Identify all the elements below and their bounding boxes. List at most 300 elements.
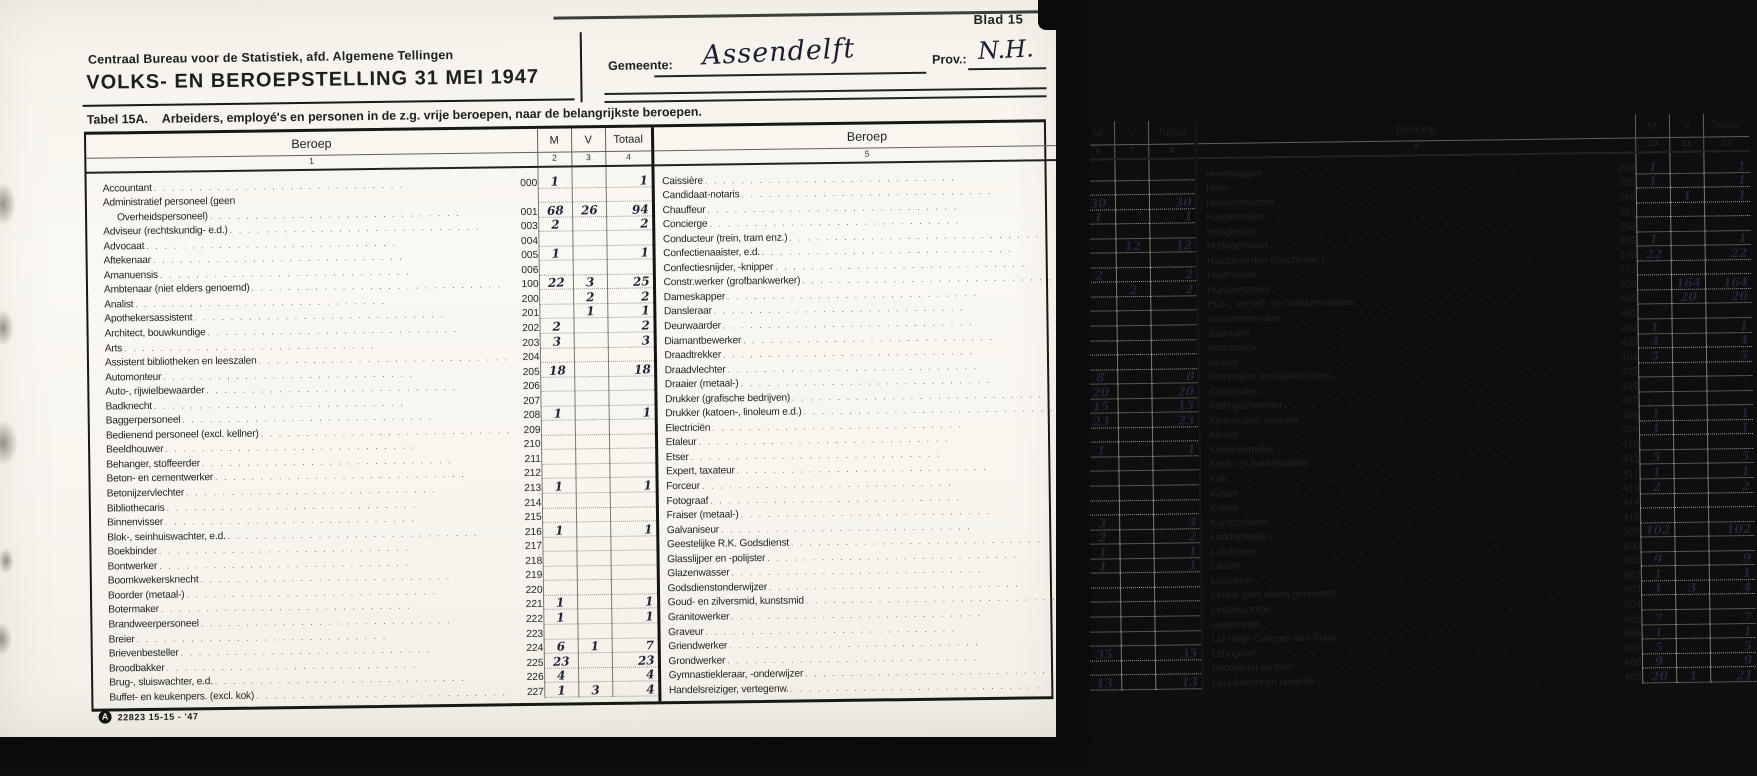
totaal-value-cell (1154, 558, 1200, 573)
v-value-cell (1674, 522, 1708, 537)
totaal-value-cell (1149, 194, 1195, 209)
totaal-value-cell (1706, 376, 1752, 391)
totaal-value-cell (1709, 580, 1755, 595)
m-value-cell (1636, 188, 1670, 203)
m-value-cell (541, 493, 575, 508)
beroep-code: 225 (516, 657, 543, 668)
totaal-value: 13 (1181, 677, 1198, 689)
m-value-cell (544, 668, 578, 683)
totaal-value-cell (1707, 434, 1753, 449)
column-header-v: V (1669, 114, 1703, 137)
m-value-cell (537, 173, 571, 188)
totaal-value: 23 (638, 655, 655, 667)
totaal-value: 4 (1740, 335, 1749, 346)
beroep-code: 404 (1611, 352, 1638, 363)
m-value-cell (542, 581, 576, 596)
totaal-value-cell (606, 201, 652, 216)
beroep-code: 406 (1611, 381, 1638, 392)
m-value: 6 (556, 641, 565, 652)
totaal-value-cell (1705, 289, 1751, 304)
m-value: 1 (1652, 467, 1661, 478)
header-rule-top (604, 87, 1046, 94)
beroep-label-text: Hoepelmaker (1206, 212, 1265, 224)
totaal-value-cell (1154, 602, 1200, 617)
provincie-label: Prov.: (932, 52, 967, 66)
v-value-cell (1120, 588, 1154, 603)
beroep-code: 409 (1612, 425, 1639, 436)
v-value-cell (575, 478, 609, 493)
page-number: Blad 15 (973, 12, 1023, 28)
beroep-label-text: Journalist (1208, 328, 1250, 340)
totaal-value: 2 (1185, 270, 1194, 281)
m-value: 2 (1099, 533, 1108, 544)
totaal-value-cell (1150, 267, 1196, 282)
m-value-cell (537, 188, 571, 203)
beroep-label-text: Binnenvisser (107, 517, 163, 529)
totaal-value-cell (606, 231, 652, 246)
beroep-label-text: Overheidspersoneel) (117, 211, 208, 223)
totaal-value-cell (1703, 173, 1749, 188)
paper-edge-shadow (553, 10, 1041, 19)
totaal-value-cell (1709, 623, 1755, 638)
v-value-cell (573, 289, 607, 304)
totaal-value-cell (1708, 493, 1754, 508)
beroep-code: 265 (1609, 178, 1636, 189)
m-value: 9 (1654, 554, 1663, 565)
v-value-cell (1121, 631, 1155, 646)
totaal-value-cell (607, 289, 653, 304)
beroep-code: 210 (514, 439, 541, 450)
beroep-label-text: Automonteur (105, 371, 161, 383)
beroep-code: 211 (514, 454, 541, 465)
m-value: 2 (1095, 271, 1104, 282)
totaal-value-cell (1153, 471, 1199, 486)
v-value: 1 (586, 307, 595, 318)
beroep-code: 408 (1612, 410, 1639, 421)
m-value: 8 (1097, 373, 1106, 384)
v-value-cell (1670, 246, 1704, 261)
v-value: 2 (586, 292, 595, 303)
totaal-value-cell (1153, 529, 1199, 544)
beroep-label-text: Expert, taxateur (666, 466, 735, 478)
v-value-cell (1669, 159, 1703, 174)
v-value-cell (576, 580, 610, 595)
provincie-underline (968, 67, 1046, 70)
totaal-value-cell (1152, 398, 1198, 413)
v-value-cell (1115, 210, 1149, 225)
v-value-cell (1676, 639, 1710, 654)
v-value-cell (1670, 188, 1704, 203)
totaal-value: 9 (1743, 553, 1752, 564)
beroep-label-text: Brug-, sluiswachter, e.d. (109, 676, 213, 688)
totaal-value: 5 (1742, 451, 1751, 462)
totaal-value: 94 (632, 204, 649, 216)
m-value-cell (542, 566, 576, 581)
totaal-value: 20 (1731, 291, 1748, 303)
print-footer (99, 709, 199, 723)
totaal-value-cell (610, 507, 656, 522)
beroep-label-text: Handelsreiziger, vertegenw. (669, 683, 789, 696)
beroep-label (93, 687, 544, 704)
m-value: 1 (553, 409, 562, 420)
beroep-code: 264 (1608, 163, 1635, 174)
v-value-cell (1672, 377, 1706, 392)
totaal-value: 35 (1181, 648, 1198, 660)
v-value-cell (1120, 559, 1154, 574)
totaal-value: 22 (1731, 248, 1748, 260)
totaal-value: 18 (634, 364, 651, 376)
totaal-value-cell (1154, 587, 1200, 602)
totaal-value-cell (1155, 645, 1201, 660)
v-value-cell (1120, 602, 1154, 617)
totaal-value-cell (1705, 260, 1751, 275)
totaal-value-cell (1706, 391, 1752, 406)
v-value-cell (1119, 500, 1153, 515)
beroep-label-text: Arts (105, 343, 122, 354)
beroep-label-text: Grondwerker (668, 655, 725, 667)
beroep-label (1204, 672, 1642, 689)
totaal-value-cell (608, 376, 654, 391)
m-value: 1 (1097, 445, 1106, 456)
beroep-label-text: Drukker (grafische bedrijven) (665, 392, 790, 405)
m-value: 9 (1655, 656, 1664, 667)
totaal-value-cell (1155, 616, 1201, 631)
totaal-value-cell (1149, 209, 1195, 224)
totaal-value-cell (1150, 253, 1196, 268)
beroep-label-text: Instrumentmaker (1208, 313, 1282, 325)
totaal-value-cell (1704, 231, 1750, 246)
v-value: 26 (581, 205, 598, 217)
m-value-cell (1637, 290, 1671, 305)
m-value-cell (1087, 646, 1121, 661)
column-header-v: V (1114, 121, 1148, 144)
totaal-value-cell (1707, 463, 1753, 478)
beroep-code: 402 (1610, 323, 1637, 334)
m-value-cell (1642, 668, 1676, 683)
totaal-value-cell (607, 303, 653, 318)
m-value-cell (543, 595, 577, 610)
beroep-code: 200 (512, 294, 539, 305)
column-header-totaal: Totaal (605, 127, 651, 151)
document-title: VOLKS- EN BEROEPSTELLING 31 MEI 1947 (86, 66, 539, 95)
beroep-code: 407 (1611, 396, 1638, 407)
m-value: 2 (1653, 482, 1662, 493)
beroep-code: 602 (1614, 570, 1641, 581)
m-value-cell (1638, 392, 1672, 407)
m-value: 1 (1649, 176, 1658, 187)
v-value-cell (1675, 610, 1709, 625)
totaal-value-cell (610, 536, 656, 551)
m-value-cell (1087, 675, 1121, 690)
m-value-cell (539, 333, 573, 348)
beroep-label-text: Beeldhouwer (106, 444, 163, 456)
totaal-value-cell (606, 216, 652, 231)
m-value-cell (1638, 377, 1672, 392)
m-value-cell (1637, 305, 1671, 320)
beroep-label-text: Deurwaarder (664, 321, 721, 333)
v-value: 2 (1129, 285, 1138, 296)
column-number: 6 (1080, 145, 1114, 158)
v-value-cell (571, 173, 605, 188)
beroep-code: 403 (1611, 338, 1638, 349)
v-value-cell (1669, 173, 1703, 188)
beroep-code: 207 (513, 396, 540, 407)
totaal-value: 23 (1178, 415, 1195, 427)
m-value-cell (1640, 537, 1674, 552)
m-value: 23 (552, 656, 569, 668)
table-group-1 (86, 127, 658, 708)
v-value: 3 (591, 685, 600, 696)
totaal-value-cell (1151, 383, 1197, 398)
m-value: 1 (1652, 409, 1661, 420)
beroep-label-text: Leraar (niet elders genoemd) (1211, 589, 1337, 602)
column-header-totaal: Totaal (1148, 120, 1194, 144)
m-value-cell (538, 203, 572, 218)
totaal-value: 1 (1738, 190, 1747, 201)
beroep-code: 607 (1615, 643, 1642, 654)
v-value-cell (1117, 370, 1151, 385)
m-value-cell (1641, 566, 1675, 581)
m-value: 22 (1645, 249, 1662, 261)
totaal-value-cell (1152, 442, 1198, 457)
v-value-cell (1673, 406, 1707, 421)
totaal-value-cell (605, 172, 651, 187)
totaal-value-cell (609, 492, 655, 507)
beroep-label-text: Blok-, seinhuiswachter, e.d. (107, 531, 226, 544)
beroep-label-text: Lasser (1211, 561, 1241, 572)
m-value-cell (1641, 581, 1675, 596)
totaal-value-cell (1708, 522, 1754, 537)
m-value: 1 (554, 481, 563, 492)
m-value-cell (1087, 632, 1121, 647)
printer-mark-icon: A (99, 710, 112, 723)
beroep-label-text: Draadvlechter (665, 364, 726, 376)
beroep-label-text: Kleermaker, coupeur (1209, 415, 1299, 427)
totaal-value-cell (609, 434, 655, 449)
table-caption (87, 105, 702, 127)
v-value-cell (1675, 566, 1709, 581)
m-value-cell (538, 217, 572, 232)
v-value-cell (578, 668, 612, 683)
v-value-cell (1671, 275, 1705, 290)
m-value-cell (540, 377, 574, 392)
m-value: 4 (557, 671, 566, 682)
beroep-label-text: Huis-, verstel- en costuumnaaister (1207, 298, 1355, 311)
beroep-label-text: Leidekker (1211, 575, 1254, 587)
v-value-cell (1121, 646, 1155, 661)
m-value-cell (539, 290, 573, 305)
beroep-code: 006 (511, 265, 538, 276)
beroep-label-text: Draaier (metaal-) (665, 378, 739, 390)
totaal-value: 12 (1176, 240, 1193, 252)
v-value-cell (574, 420, 608, 435)
v-value: 1 (590, 641, 599, 652)
m-value: 23 (1093, 416, 1110, 428)
v-value-cell (1118, 457, 1152, 472)
beroep-code: 400 (1610, 294, 1637, 305)
m-value-cell (1638, 363, 1672, 378)
v-value-cell (1675, 595, 1709, 610)
table-body (1198, 152, 1757, 694)
beroep-label-text: Dansleraar (664, 306, 712, 318)
v-value-cell (1121, 617, 1155, 632)
beroep-label-text: Kaasmaker (1208, 343, 1258, 355)
beroep-label-text: Auto-, rijwielbewaarder (105, 385, 204, 397)
column-header-m: M (1635, 114, 1669, 137)
m-value: 2 (552, 321, 561, 332)
m-value-cell (1637, 261, 1671, 276)
v-value-cell (572, 231, 606, 246)
m-value: 22 (547, 278, 564, 290)
beroep-label-text: Concierge (663, 219, 708, 231)
beroep-label-text: Baggerpersoneel (106, 415, 181, 427)
totaal-value-cell (609, 449, 655, 464)
v-value-cell (572, 246, 606, 261)
table-body (654, 159, 1202, 701)
table-caption-text: Arbeiders, employé's en personen in de z.g. vrije beroepen, naar de belangrijkste beroepen. (162, 105, 702, 126)
m-value-cell (538, 275, 572, 290)
gemeente-handwritten-value: Assendelft (701, 33, 856, 71)
v-value-cell (572, 275, 606, 290)
beroep-label-text: Caissière (662, 175, 703, 187)
totaal-value-cell (1705, 318, 1751, 333)
totaal-value: 1 (641, 306, 650, 317)
v-value-cell (1672, 348, 1706, 363)
m-value: 13 (1096, 678, 1113, 690)
beroep-label-text: Chauffeur (663, 204, 706, 216)
beroep-label-text: Klompenmaker (1209, 444, 1275, 456)
totaal-value: 1 (1740, 320, 1749, 331)
beroep-code: 208 (513, 410, 540, 421)
v-value-cell (1120, 544, 1154, 559)
print-code: 22823 15-15 - '47 (118, 711, 199, 722)
beroep-label-text: Architect, bouwkundige (105, 327, 206, 339)
beroep-label-text: Heier (1206, 183, 1230, 194)
v-value-cell (1116, 268, 1150, 283)
beroep-label-text: Advocaat (103, 241, 144, 253)
m-value-cell (1636, 246, 1670, 261)
v-value: 164 (1676, 277, 1701, 289)
beroep-label-text: Brievenbesteller (109, 648, 179, 660)
m-value: 1 (1649, 234, 1658, 245)
beroep-label-text: Fotograaf (666, 495, 708, 507)
m-value-cell (1640, 494, 1674, 509)
totaal-value-cell (1709, 565, 1755, 580)
column-number: 9 (1197, 139, 1635, 158)
v-value-cell (1116, 297, 1150, 312)
totaal-value: 1 (1184, 211, 1193, 222)
beroep-code: 609 (1615, 672, 1642, 683)
totaal-value: 15 (1178, 400, 1195, 412)
beroep-code: 214 (514, 497, 541, 508)
v-value-cell (574, 362, 608, 377)
m-value-cell (542, 508, 576, 523)
column-number: 11 (1669, 138, 1703, 151)
m-value: 15 (1093, 401, 1110, 413)
m-value: 35 (1096, 649, 1113, 661)
v-value-cell (574, 391, 608, 406)
totaal-value: 1 (644, 524, 653, 535)
m-value: 20 (1651, 671, 1668, 683)
totaal-value: 7 (1744, 611, 1753, 622)
beroep-label-text: Aftekenaar (104, 255, 151, 267)
v-value-cell (577, 595, 611, 610)
v-value-cell (1115, 166, 1149, 181)
totaal-value-cell (1155, 674, 1201, 689)
beroep-label-text: Diamantbewerker (664, 335, 741, 347)
m-value: 3 (552, 336, 561, 347)
v-value: 1 (1683, 190, 1692, 201)
totaal-value-cell (1151, 311, 1197, 326)
m-value-cell (539, 319, 573, 334)
beroep-label-text: Horlogemaker (1207, 241, 1269, 253)
beroep-label-text: Glazenwasser (667, 568, 729, 580)
beroep-label-text: Hoedenmodiste (1206, 197, 1275, 209)
m-value-cell (1086, 559, 1120, 574)
m-value-cell (542, 523, 576, 538)
v-value-cell (1116, 253, 1150, 268)
totaal-value: 3 (642, 335, 651, 346)
m-value-cell (543, 639, 577, 654)
table-group-3 (1194, 113, 1756, 694)
beroep-label-text: Bedienend personeel (excl. kellner) (106, 428, 259, 441)
beroep-label-text: Griendwerker (668, 640, 727, 652)
totaal-value-cell (1150, 296, 1196, 311)
totaal-value-cell (609, 478, 655, 493)
totaal-value: 9 (1744, 655, 1753, 666)
v-value-cell (577, 638, 611, 653)
v-value-cell (1116, 239, 1150, 254)
m-value-cell (1642, 654, 1676, 669)
v-value-cell (1673, 450, 1707, 465)
beroep-code: 206 (513, 381, 540, 392)
beroep-code: 202 (512, 323, 539, 334)
m-value-cell (543, 624, 577, 639)
gemeente-label: Gemeente: (608, 58, 673, 73)
beroep-code: 000 (510, 177, 537, 188)
beroep-label-text: Gymnastiekleraar, -onderwijzer (669, 669, 804, 682)
m-value-cell (543, 653, 577, 668)
m-value-cell (1086, 574, 1120, 589)
v-value-cell (1673, 464, 1707, 479)
totaal-value-cell (611, 623, 657, 638)
v-value-cell (572, 260, 606, 275)
totaal-value-cell (611, 594, 657, 609)
v-value-cell (1673, 479, 1707, 494)
m-value-cell (1085, 501, 1119, 516)
totaal-value: 2 (1185, 284, 1194, 295)
totaal-value-cell (1705, 274, 1751, 289)
m-value: 18 (549, 365, 566, 377)
beroep-label-text: Assistent bibliotheken en leeszalen (105, 356, 257, 369)
m-value-cell (539, 304, 573, 319)
totaal-value-cell (605, 187, 651, 202)
beroep-label-text: Letterzetter (1212, 619, 1261, 631)
totaal-value-cell (1154, 573, 1200, 588)
totaal-value: 1 (1741, 422, 1750, 433)
scanner-bed-right (1056, 0, 1090, 769)
beroep-label-text: Kernmaker (metaalindustrie) (1208, 371, 1331, 384)
totaal-value-cell (1150, 282, 1196, 297)
v-value-cell (1671, 260, 1705, 275)
m-value: 1 (1648, 162, 1657, 173)
totaal-value-cell (1153, 500, 1199, 515)
v-value-cell (576, 537, 610, 552)
v-value-cell (1674, 537, 1708, 552)
header-divider (580, 32, 583, 102)
v-value-cell (1671, 319, 1705, 334)
totaal-value-cell (1706, 347, 1752, 362)
